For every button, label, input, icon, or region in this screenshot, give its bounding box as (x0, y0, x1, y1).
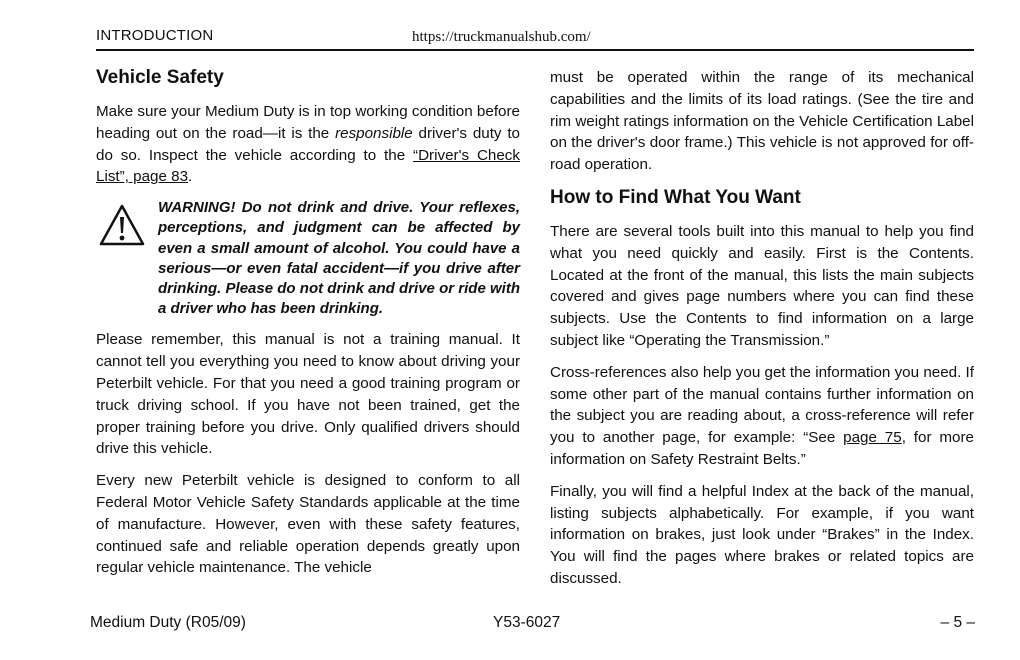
footer-model: Medium Duty (R05/09) (90, 614, 246, 631)
page-header (96, 27, 974, 51)
contents-paragraph: There are several tools built into this manual to help you find what you need quickly and easily. First is the Contents. Located at the front of the manual, this lists the main subjects covered and gives page numbers where you can find these subjects. Use the Contents to find information on a large subject like “Operating the Transmission.” (550, 222, 974, 349)
standards-paragraph: Every new Peterbilt vehicle is designed to conform to all Federal Motor Vehicle Safety Standards applicable at the time of manufacture. However, even with these safety features, continued safe and reliable operation depends greatly upon regular vehicle maintenance. The vehicle (96, 472, 520, 577)
responsible-emphasis: responsible (335, 124, 413, 142)
intro-text-3: . (188, 168, 193, 186)
intro-paragraph (96, 101, 520, 188)
index-paragraph: Finally, you will find a helpful Index at the back of the manual, listing subjects alphabetically. For example, if you want information on brakes, just look under “Brakes” in the Index. You will find the pages where brakes or related topics are discussed. (550, 482, 974, 587)
cross-ref-text-2: , for more information on Safety Restraint Belts.” (550, 429, 974, 468)
footer-doc-number: Y53-6027 (493, 614, 561, 631)
warning-triangle-icon (98, 203, 146, 247)
cross-references-paragraph (550, 362, 974, 471)
left-column (96, 66, 520, 589)
cross-ref-text-1: Cross-references also help you get the information you need. If some other part of the manual contains further information on the subject you are reading about, a cross-reference will refer you to another page, for example: “See (550, 363, 974, 447)
warning-text: WARNING! Do not drink and drive. Your reflexes, perceptions, and judgment can be affected by even a small amount of alcohol. You could have a serious—or even fatal accident—if you drive after drinking. Please do not drink and drive or ride with a driver who has been drinking. (158, 199, 520, 318)
page-75-link[interactable]: page 75 (843, 429, 902, 447)
training-paragraph: Please remember, this manual is not a training manual. It cannot tell you everything you need to know about driving your Peterbilt vehicle. For that you need a good training program or truck driving school. If you have not been trained, get the proper training before you drive. Only qualified drivers should drive this vehicle. (96, 331, 520, 458)
section-title: INTRODUCTION (96, 27, 214, 44)
warning-box (96, 198, 520, 319)
load-ratings-paragraph: must be operated within the range of its mechanical capabilities and the limits of its load ratings. (See the tire and rim weight ratings information on the Vehicle Certification Label on the driver's door frame.) This vehicle is not approved for off-road operation. (550, 69, 974, 174)
intro-text-2: driver's duty to do so. Inspect the vehicle according to the (96, 124, 520, 164)
footer-page-number: – 5 – (940, 614, 975, 631)
vehicle-safety-heading: Vehicle Safety (96, 67, 224, 88)
intro-text-1: Make sure your Medium Duty is in top working condition before heading out on the road—it is the (96, 103, 520, 142)
right-column (550, 67, 974, 600)
drivers-check-list-link[interactable]: “Driver's Check List”, page 83 (96, 146, 520, 186)
source-url[interactable]: https://truckmanualshub.com/ (412, 29, 591, 45)
find-what-you-want-heading: How to Find What You Want (550, 186, 801, 208)
